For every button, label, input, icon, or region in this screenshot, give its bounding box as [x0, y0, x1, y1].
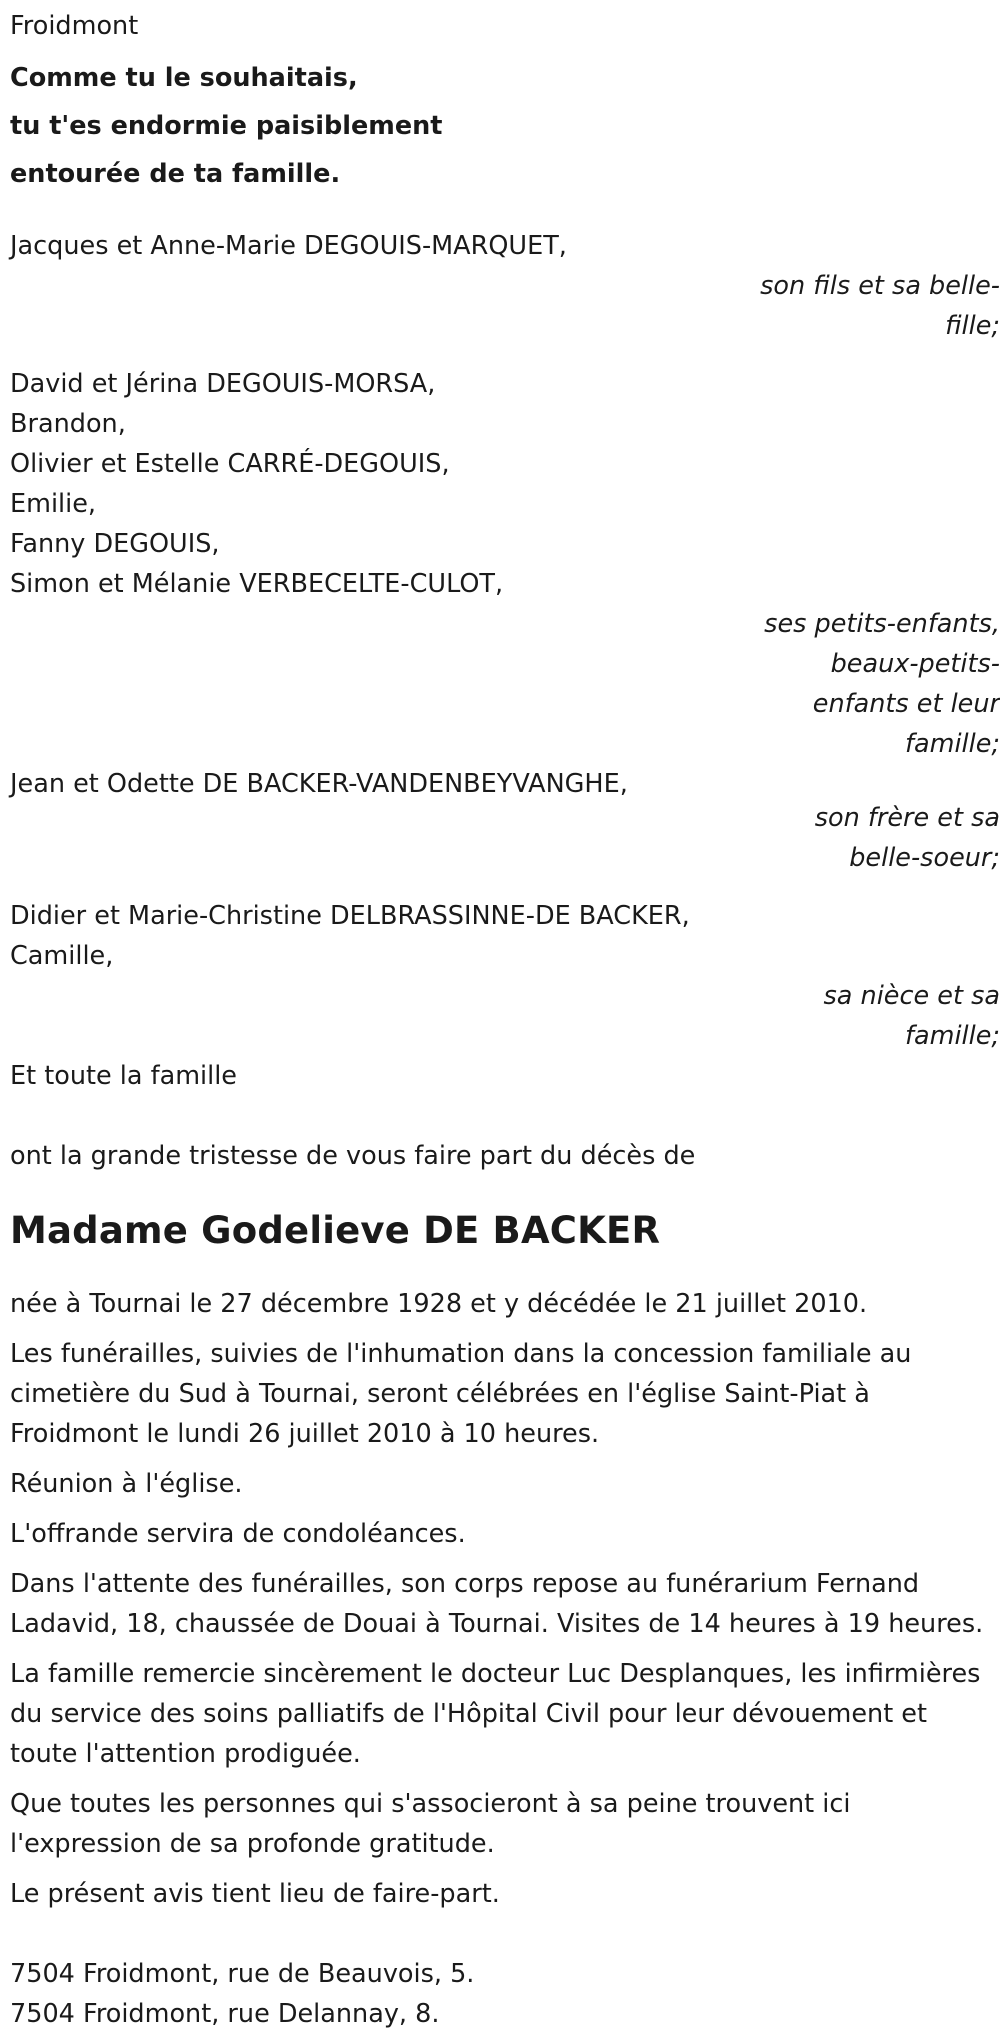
- family-name-line: Didier et Marie-Christine DELBRASSINNE-DE BACKER,: [10, 901, 690, 931]
- deceased-name: Madame Godelieve DE BACKER: [10, 1209, 661, 1252]
- paragraph-offering: L'offrande servira de condoléances.: [10, 1519, 466, 1549]
- address-line: 7504 Froidmont, rue de Beauvois, 5.: [10, 1959, 475, 1989]
- header-verse: [10, 54, 990, 198]
- paragraph-gratitude: Que toutes les personnes qui s'associeront à sa peine trouvent ici l'expression de sa profonde gratitude.: [10, 1789, 851, 1859]
- family-relation: [760, 798, 1000, 878]
- family-group-niece: [10, 896, 1000, 1056]
- family-name-line: Simon et Mélanie VERBECELTE-CULOT,: [10, 569, 504, 599]
- address-line: 7504 Froidmont, rue Delannay, 8.: [10, 1999, 440, 2029]
- relation-line: fille;: [945, 311, 1000, 341]
- relation-line: ses petits-enfants,: [764, 609, 1000, 639]
- announcement: ont la grande tristesse de vous faire part du décès de: [10, 1141, 696, 1171]
- verse-line: tu t'es endormie paisiblement: [10, 111, 443, 141]
- family-name-line: Fanny DEGOUIS,: [10, 529, 220, 559]
- relation-line: enfants et leur: [812, 689, 1000, 719]
- family-closing: Et toute la famille: [10, 1061, 237, 1091]
- family-name-line: David et Jérina DEGOUIS-MORSA,: [10, 369, 436, 399]
- family-relation: [760, 976, 1000, 1056]
- paragraph-funeral: Les funérailles, suivies de l'inhumation dans la concession familiale au cimetière du Sud à Tournai, seront célébrées en l'église Saint-Piat à Froidmont le lundi 26 juillet 2010 à 10 heures.: [10, 1339, 912, 1449]
- paragraph-thanks: La famille remercie sincèrement le docteur Luc Desplanques, les infirmières du service des soins palliatifs de l'Hôpital Civil pour leur dévouement et toute l'attention prodiguée.: [10, 1659, 981, 1769]
- spacer: [10, 878, 990, 896]
- paragraph-funerarium: Dans l'attente des funérailles, son corps repose au funérarium Fernand Ladavid, 18, chaussée de Douai à Tournai. Visites de 14 heures à 19 heures.: [10, 1569, 984, 1639]
- relation-line: beaux-petits-: [830, 649, 1000, 679]
- paragraph-notice: Le présent avis tient lieu de faire-part.: [10, 1879, 500, 1909]
- verse-line: Comme tu le souhaitais,: [10, 63, 358, 93]
- family-name-line: Olivier et Estelle CARRÉ-DEGOUIS,: [10, 449, 450, 479]
- paragraph-meeting: Réunion à l'église.: [10, 1469, 243, 1499]
- spacer: [10, 346, 990, 364]
- family-relation: [760, 266, 1000, 346]
- relation-line: famille;: [905, 729, 1000, 759]
- family-relation: [760, 604, 1000, 764]
- spacer: [10, 1924, 990, 1954]
- family-name-line: Jacques et Anne-Marie DEGOUIS-MARQUET,: [10, 231, 567, 261]
- spacer: [10, 1096, 990, 1136]
- family-name-line: Brandon,: [10, 409, 126, 439]
- relation-line: sa nièce et sa: [823, 981, 1000, 1011]
- family-name-line: Jean et Odette DE BACKER-VANDENBEYVANGHE,: [10, 769, 628, 799]
- relation-line: son frère et sa: [814, 803, 1000, 833]
- paragraph-birth: née à Tournai le 27 décembre 1928 et y décédée le 21 juillet 2010.: [10, 1289, 868, 1319]
- family-group-brother: [10, 764, 1000, 878]
- family-group-grandchildren: [10, 364, 1000, 764]
- family-name-line: Camille,: [10, 941, 114, 971]
- family-group-son: [10, 226, 1000, 346]
- relation-line: belle-soeur;: [849, 843, 1000, 873]
- family-name-line: Emilie,: [10, 489, 97, 519]
- relation-line: son fils et sa belle-: [760, 271, 1000, 301]
- verse-line: entourée de ta famille.: [10, 159, 341, 189]
- spacer: [10, 198, 990, 226]
- header-place: Froidmont: [10, 11, 139, 41]
- relation-line: famille;: [905, 1021, 1000, 1051]
